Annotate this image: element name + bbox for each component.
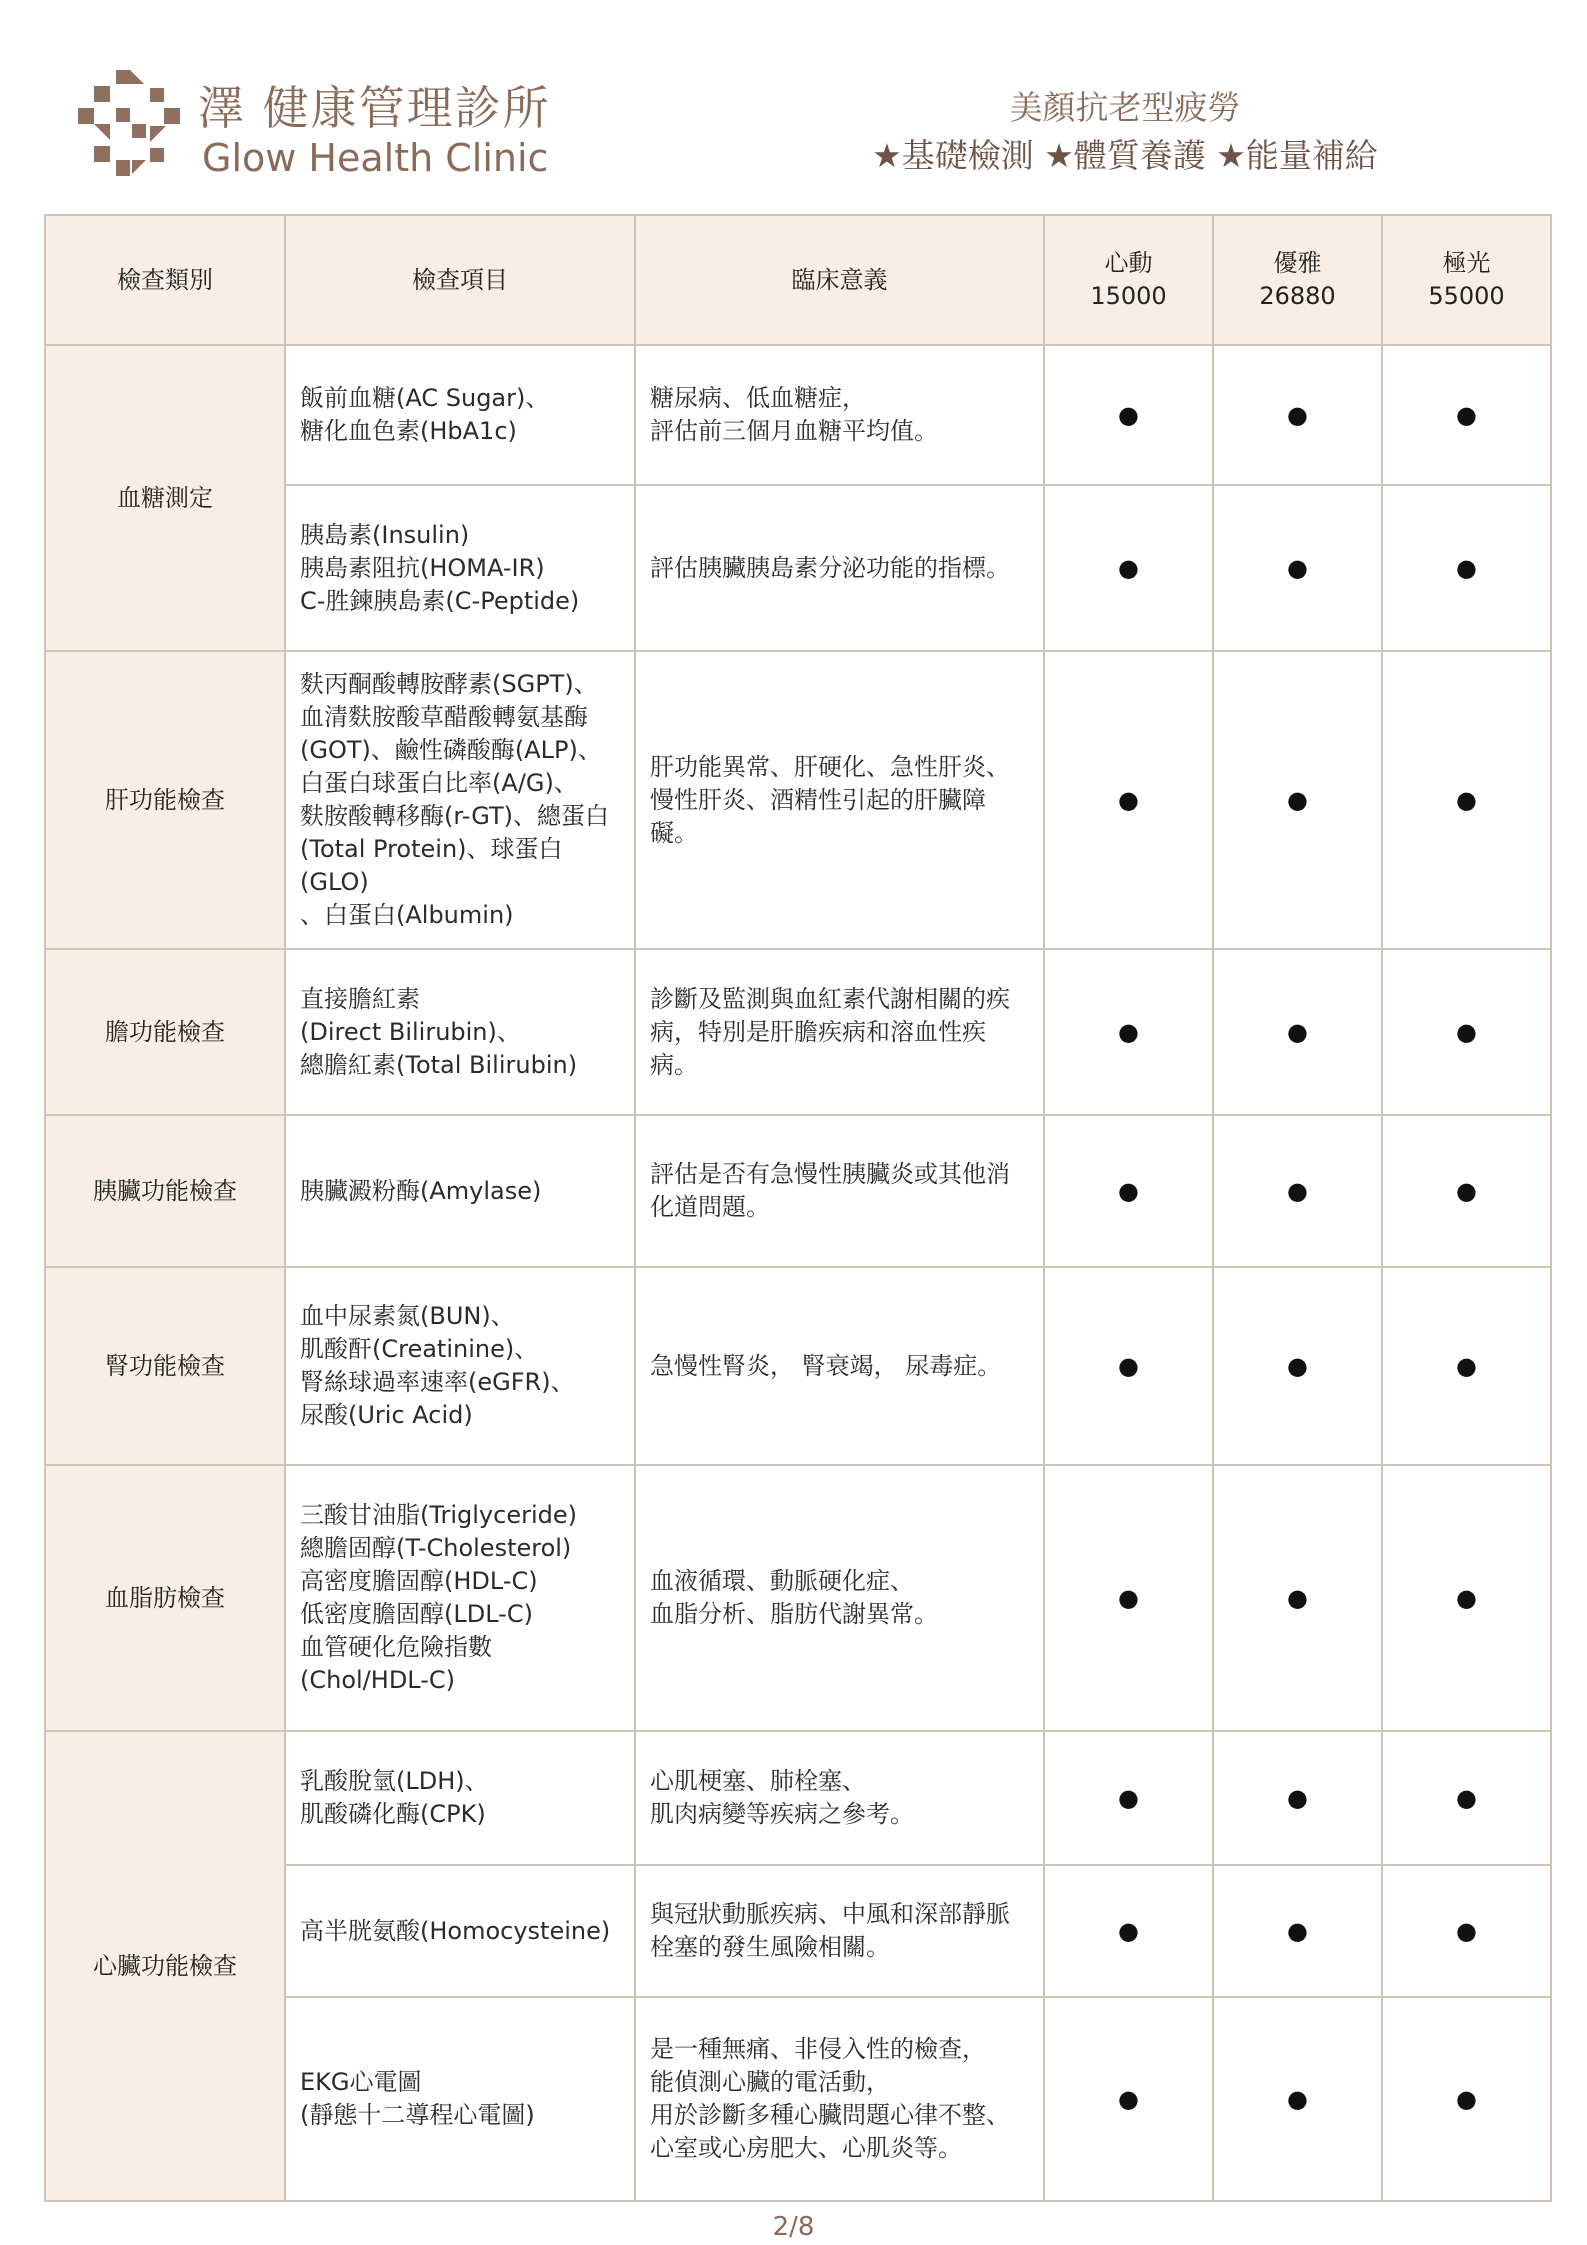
item-line: 胰臟澱粉酶(Amylase)	[300, 1176, 542, 1205]
included-mark: ●	[1382, 1267, 1551, 1465]
included-mark: ●	[1213, 1115, 1382, 1267]
header-plan-1	[1044, 215, 1213, 345]
included-mark: ●	[1213, 949, 1382, 1115]
plan-name: 極光	[1442, 249, 1491, 277]
included-mark: ●	[1044, 1997, 1213, 2201]
clinical-meaning	[635, 1267, 1044, 1465]
item-line: 高半胱氨酸(Homocysteine)	[300, 1916, 611, 1945]
table-row	[45, 345, 1551, 485]
table-row	[45, 1115, 1551, 1267]
item-line: EKG心電圖	[300, 2068, 422, 2096]
item-line: 、白蛋白(Albumin)	[300, 901, 514, 929]
item-line: (Direct Bilirubin)、	[300, 1017, 521, 1046]
meaning-line: 急慢性腎炎， 腎衰竭， 尿毒症。	[650, 1351, 1002, 1380]
exam-item	[285, 1115, 635, 1267]
meaning-line: 病。	[650, 1050, 698, 1079]
exam-item	[285, 1267, 635, 1465]
included-mark: ●	[1213, 1865, 1382, 1997]
meaning-line: 血脂分析、脂肪代謝異常。	[650, 1600, 938, 1628]
item-line: C-胜鍊胰島素(C-Peptide)	[300, 586, 580, 615]
plan-price: 55000	[1428, 282, 1505, 310]
plan-price: 26880	[1259, 282, 1336, 310]
included-mark: ●	[1213, 651, 1382, 949]
exam-item	[285, 651, 635, 949]
item-line: 血中尿素氮(BUN)、	[300, 1302, 515, 1330]
clinical-meaning	[635, 1865, 1044, 1997]
item-line: (GOT)、鹼性磷酸酶(ALP)、	[300, 736, 602, 764]
category-liver: 肝功能檢查	[45, 651, 285, 949]
item-line: 尿酸(Uric Acid)	[300, 1401, 473, 1429]
category-glucose: 血糖測定	[45, 345, 285, 651]
clinical-meaning	[635, 485, 1044, 651]
meaning-line: 能偵測心臟的電活動，	[650, 2068, 890, 2096]
meaning-line: 評估是否有急慢性胰臟炎或其他消	[650, 1160, 1010, 1188]
item-line: 肌酸酐(Creatinine)、	[300, 1335, 539, 1363]
item-line: 糖化血色素(HbA1c)	[300, 417, 517, 445]
header-meaning: 臨床意義	[635, 215, 1044, 345]
meaning-line: 糖尿病、低血糖症，	[650, 384, 866, 412]
exam-item	[285, 949, 635, 1115]
exam-item	[285, 1997, 635, 2201]
item-line: 麩丙酮酸轉胺酵素(SGPT)、	[300, 670, 598, 698]
clinic-name-chinese: 澤 健康管理診所	[198, 81, 551, 135]
included-mark: ●	[1382, 1997, 1551, 2201]
page-number: 2/8	[772, 2212, 815, 2242]
item-line: (靜態十二導程心電圖)	[300, 2101, 535, 2129]
included-mark: ●	[1044, 485, 1213, 651]
included-mark: ●	[1382, 651, 1551, 949]
included-mark: ●	[1044, 1115, 1213, 1267]
included-mark: ●	[1213, 1465, 1382, 1731]
exam-item	[285, 1465, 635, 1731]
item-line: 飯前血糖(AC Sugar)、	[300, 384, 550, 412]
plan-features: ★基礎檢測 ★體質養護 ★能量補給	[872, 136, 1378, 175]
included-mark: ●	[1382, 1731, 1551, 1865]
meaning-line: 與冠狀動脈疾病、中風和深部靜脈	[650, 1900, 1010, 1928]
included-mark: ●	[1382, 345, 1551, 485]
included-mark: ●	[1044, 1465, 1213, 1731]
item-line: 總膽紅素(Total Bilirubin)	[300, 1050, 578, 1079]
included-mark: ●	[1382, 949, 1551, 1115]
meaning-line: 礙。	[650, 818, 698, 847]
category-kidney: 腎功能檢查	[45, 1267, 285, 1465]
table-row	[45, 949, 1551, 1115]
included-mark: ●	[1382, 1465, 1551, 1731]
item-line: 麩胺酸轉移酶(r-GT)、總蛋白	[300, 802, 609, 830]
meaning-line: 化道問題。	[650, 1193, 770, 1221]
meaning-line: 是一種無痛、非侵入性的檢查，	[650, 2035, 986, 2063]
item-line: 低密度膽固醇(LDL-C)	[300, 1600, 533, 1628]
included-mark: ●	[1213, 1267, 1382, 1465]
category-heart: 心臟功能檢查	[45, 1731, 285, 2201]
plan-name: 心動	[1104, 249, 1153, 277]
exam-item	[285, 1731, 635, 1865]
item-line: 白蛋白球蛋白比率(A/G)、	[300, 769, 578, 797]
included-mark: ●	[1044, 1865, 1213, 1997]
included-mark: ●	[1213, 1997, 1382, 2201]
clinic-name-english: Glow Health Clinic	[202, 136, 549, 180]
header-plan-2	[1213, 215, 1382, 345]
checkup-table	[44, 214, 1552, 2202]
table-row	[45, 1731, 1551, 1865]
included-mark: ●	[1044, 345, 1213, 485]
meaning-line: 病，特別是肝膽疾病和溶血性疾	[650, 1017, 986, 1046]
table-header-row	[45, 215, 1551, 345]
table-row	[45, 1267, 1551, 1465]
exam-item	[285, 485, 635, 651]
header-category: 檢查類別	[45, 215, 285, 345]
item-line: 血清麩胺酸草醋酸轉氨基酶	[300, 703, 588, 731]
clinical-meaning	[635, 1731, 1044, 1865]
meaning-line: 診斷及監測與血紅素代謝相關的疾	[650, 984, 1010, 1013]
included-mark: ●	[1044, 1731, 1213, 1865]
item-line: 肌酸磷化酶(CPK)	[300, 1800, 486, 1828]
included-mark: ●	[1213, 1731, 1382, 1865]
meaning-line: 慢性肝炎、酒精性引起的肝臟障	[650, 785, 986, 814]
meaning-line: 栓塞的發生風險相關。	[650, 1933, 890, 1961]
included-mark: ●	[1382, 1865, 1551, 1997]
plan-price: 15000	[1090, 282, 1167, 310]
item-line: (Chol/HDL-C)	[300, 1666, 456, 1694]
header-item: 檢查項目	[285, 215, 635, 345]
item-line: 胰島素(Insulin)	[300, 520, 470, 549]
category-lipid: 血脂肪檢查	[45, 1465, 285, 1731]
included-mark: ●	[1213, 485, 1382, 651]
included-mark: ●	[1044, 949, 1213, 1115]
clinical-meaning	[635, 345, 1044, 485]
included-mark: ●	[1044, 1267, 1213, 1465]
meaning-line: 用於診斷多種心臟問題心律不整、	[650, 2101, 1010, 2129]
clinical-meaning	[635, 1115, 1044, 1267]
clinic-logo-icon	[76, 68, 184, 180]
item-line: 總膽固醇(T-Cholesterol)	[300, 1534, 572, 1562]
item-line: 胰島素阻抗(HOMA-IR)	[300, 553, 545, 582]
table-row	[45, 1465, 1551, 1731]
meaning-line: 評估胰臟胰島素分泌功能的指標。	[650, 553, 1010, 582]
meaning-line: 評估前三個月血糖平均值。	[650, 417, 938, 445]
clinical-meaning	[635, 651, 1044, 949]
item-line: 直接膽紅素	[300, 984, 420, 1013]
category-pancreas: 胰臟功能檢查	[45, 1115, 285, 1267]
item-line: 腎絲球過率速率(eGFR)、	[300, 1368, 575, 1396]
plan-title: 美顏抗老型疲勞	[1009, 88, 1241, 127]
clinical-meaning	[635, 1465, 1044, 1731]
exam-item	[285, 1865, 635, 1997]
meaning-line: 肝功能異常、肝硬化、急性肝炎、	[650, 752, 1010, 781]
meaning-line: 心肌梗塞、肺栓塞、	[650, 1767, 866, 1795]
clinical-meaning	[635, 1997, 1044, 2201]
included-mark: ●	[1044, 651, 1213, 949]
table-row	[45, 651, 1551, 949]
meaning-line: 心室或心房肥大、心肌炎等。	[650, 2134, 962, 2162]
item-line: (Total Protein)、球蛋白(GLO)	[300, 835, 563, 896]
header-plan-3	[1382, 215, 1551, 345]
clinical-meaning	[635, 949, 1044, 1115]
exam-item	[285, 345, 635, 485]
meaning-line: 肌肉病變等疾病之參考。	[650, 1800, 914, 1828]
item-line: 血管硬化危險指數	[300, 1633, 492, 1661]
category-gallbladder: 膽功能檢查	[45, 949, 285, 1115]
item-line: 三酸甘油脂(Triglyceride)	[300, 1501, 577, 1529]
included-mark: ●	[1382, 1115, 1551, 1267]
included-mark: ●	[1382, 485, 1551, 651]
plan-name: 優雅	[1273, 249, 1322, 277]
item-line: 高密度膽固醇(HDL-C)	[300, 1567, 538, 1595]
meaning-line: 血液循環、動脈硬化症、	[650, 1567, 914, 1595]
item-line: 乳酸脫氫(LDH)、	[300, 1767, 489, 1795]
included-mark: ●	[1213, 345, 1382, 485]
